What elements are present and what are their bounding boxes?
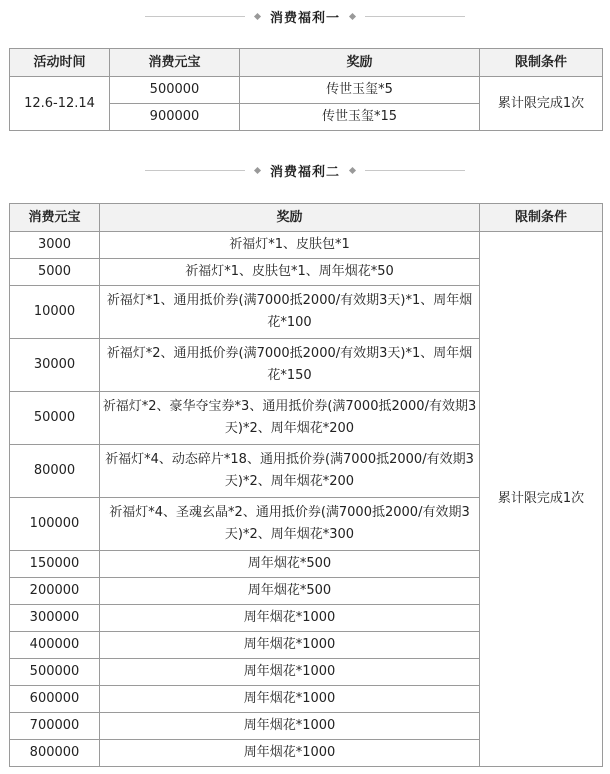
col-header-condition: 限制条件: [480, 204, 603, 232]
col-header-condition: 限制条件: [480, 49, 603, 77]
diamond-icon: [349, 12, 356, 19]
diamond-icon: [349, 166, 356, 173]
reward-cell: 周年烟花*1000: [100, 659, 480, 686]
col-header-amount: 消费元宝: [10, 204, 100, 232]
reward-cell: 周年烟花*1000: [100, 740, 480, 767]
condition-cell: 累计限完成1次: [480, 232, 603, 767]
reward-cell: 周年烟花*1000: [100, 713, 480, 740]
section2-title-bar: [0, 158, 610, 182]
amount-cell: 100000: [10, 498, 100, 551]
reward-cell: 周年烟花*1000: [100, 632, 480, 659]
amount-cell: 700000: [10, 713, 100, 740]
diamond-icon: [254, 12, 261, 19]
amount-cell: 3000: [10, 232, 100, 259]
col-header-amount: 消费元宝: [110, 49, 240, 77]
amount-cell: 30000: [10, 339, 100, 392]
reward-cell: 祈福灯*1、皮肤包*1: [100, 232, 480, 259]
reward-cell: 祈福灯*2、通用抵价券(满7000抵2000/有效期3天)*1、周年烟花*150: [100, 339, 480, 392]
reward-cell: 周年烟花*1000: [100, 686, 480, 713]
amount-cell: 300000: [10, 605, 100, 632]
diamond-icon: [254, 166, 261, 173]
reward-cell: 祈福灯*1、通用抵价券(满7000抵2000/有效期3天)*1、周年烟花*100: [100, 286, 480, 339]
reward-cell: 祈福灯*1、皮肤包*1、周年烟花*50: [100, 259, 480, 286]
divider-line-right: [365, 16, 465, 17]
col-header-period: 活动时间: [10, 49, 110, 77]
divider-line-left: [145, 170, 245, 171]
reward-cell: 传世玉玺*5: [240, 77, 480, 104]
divider-line-left: [145, 16, 245, 17]
amount-cell: 80000: [10, 445, 100, 498]
reward-cell: 周年烟花*500: [100, 578, 480, 605]
col-header-reward: 奖励: [100, 204, 480, 232]
reward-cell: 祈福灯*4、圣魂玄晶*2、通用抵价券(满7000抵2000/有效期3天)*2、周年烟花*300: [100, 498, 480, 551]
amount-cell: 150000: [10, 551, 100, 578]
reward-cell: 传世玉玺*15: [240, 104, 480, 131]
amount-cell: 800000: [10, 740, 100, 767]
reward-cell: 周年烟花*500: [100, 551, 480, 578]
table-row: [10, 77, 603, 104]
amount-cell: 600000: [10, 686, 100, 713]
reward-cell: 周年烟花*1000: [100, 605, 480, 632]
section2-table: [9, 203, 603, 767]
activity-period: 12.6-12.14: [10, 77, 110, 131]
section1-title-bar: [0, 4, 610, 28]
col-header-reward: 奖励: [240, 49, 480, 77]
amount-cell: 200000: [10, 578, 100, 605]
divider-line-right: [365, 170, 465, 171]
condition-cell: 累计限完成1次: [480, 77, 603, 131]
amount-cell: 400000: [10, 632, 100, 659]
amount-cell: 5000: [10, 259, 100, 286]
amount-cell: 900000: [110, 104, 240, 131]
reward-cell: 祈福灯*4、动态碎片*18、通用抵价券(满7000抵2000/有效期3天)*2、周年烟花*200: [100, 445, 480, 498]
section2-title: 消费福利二: [269, 164, 340, 180]
table-row: [10, 232, 603, 259]
amount-cell: 500000: [10, 659, 100, 686]
section1-table: [9, 48, 603, 131]
amount-cell: 50000: [10, 392, 100, 445]
amount-cell: 500000: [110, 77, 240, 104]
amount-cell: 10000: [10, 286, 100, 339]
section1-title: 消费福利一: [269, 10, 340, 26]
reward-cell: 祈福灯*2、豪华夺宝券*3、通用抵价券(满7000抵2000/有效期3天)*2、周年烟花*200: [100, 392, 480, 445]
